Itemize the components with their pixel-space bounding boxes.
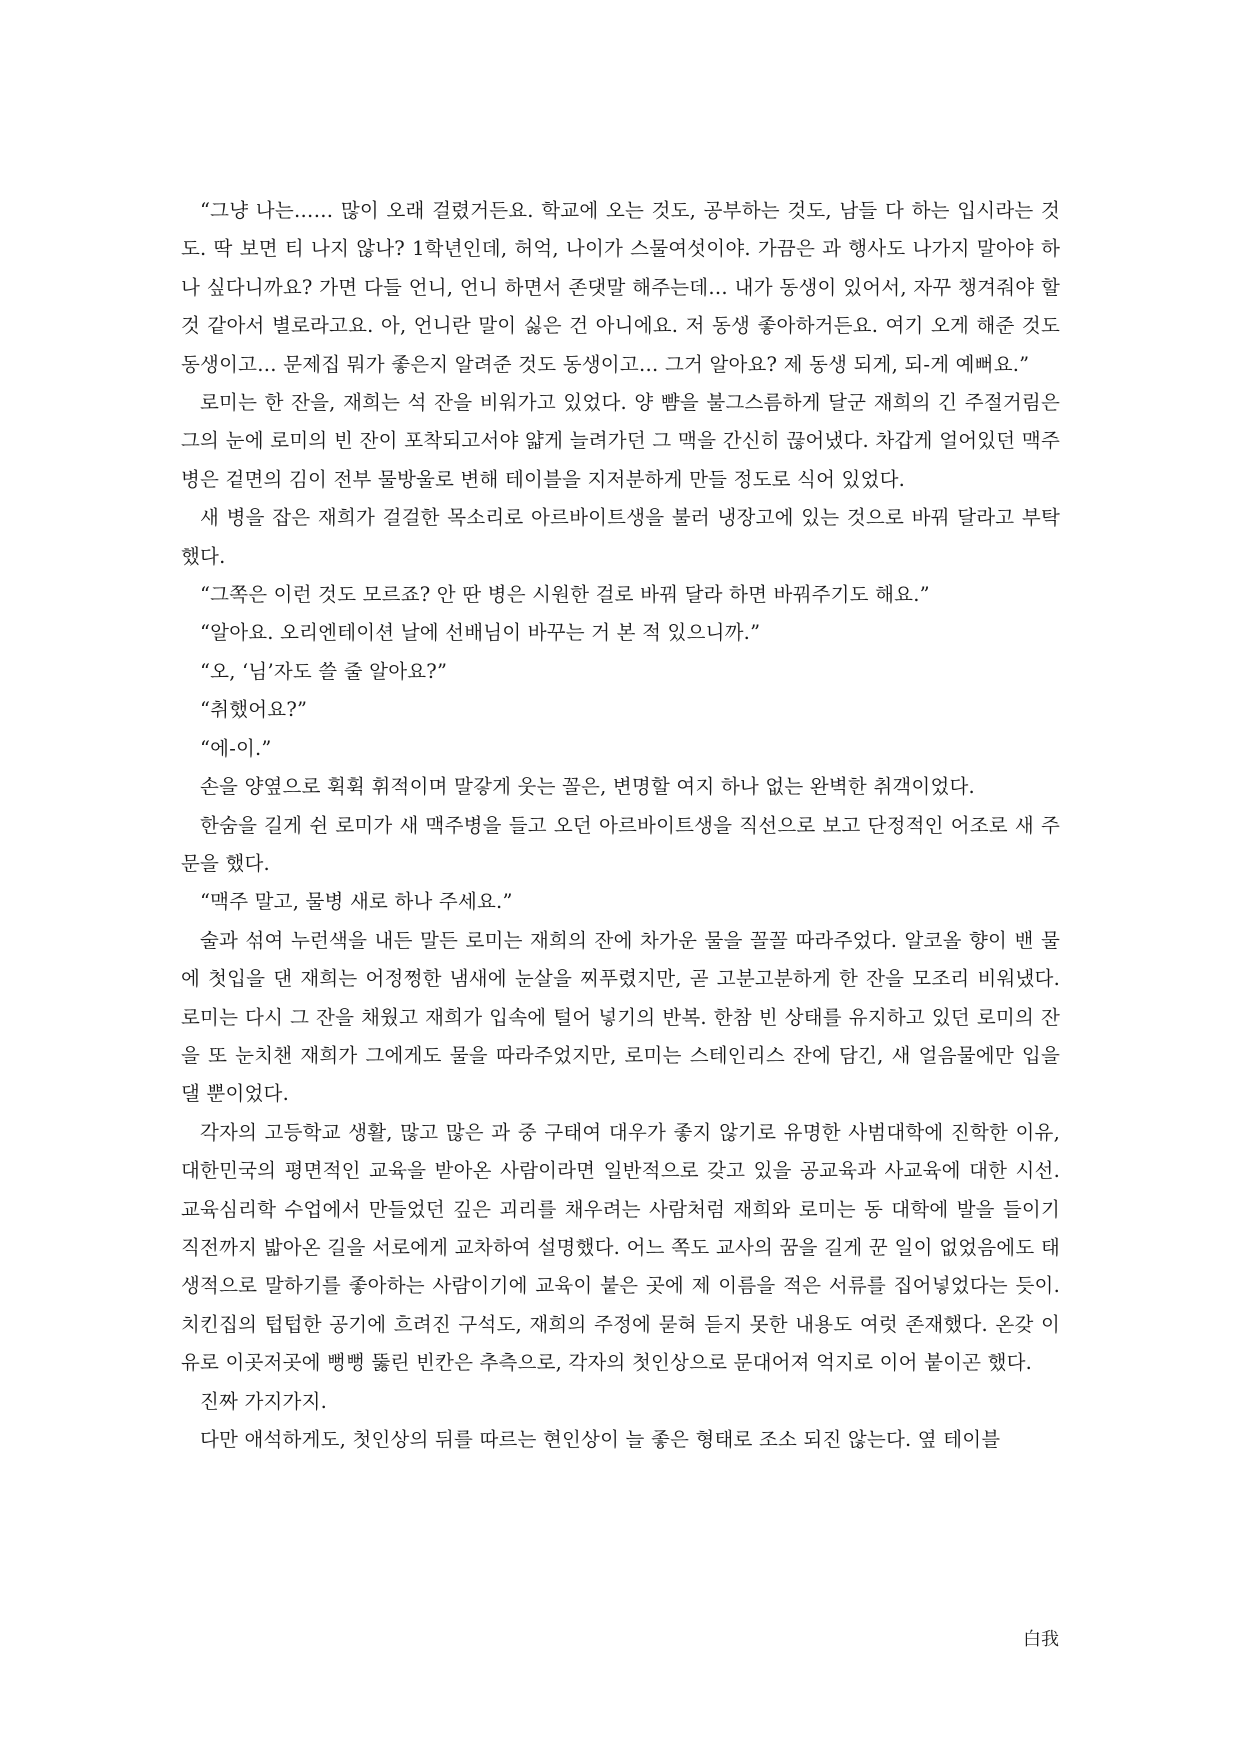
- paragraph: 술과 섞여 누런색을 내든 말든 로미는 재희의 잔에 차가운 물을 꼴꼴 따라주었다. 알코올 향이 밴 물에 첫입을 댄 재희는 어정쩡한 냄새에 눈살을 찌푸렸지만, 곧 고분고분하게 한 잔을 모조리 비워냈다. 로미는 다시 그 잔을 채웠고 재희가 입속에 털어 넣기의 반복. 한참 빈 상태를 유지하고 있던 로미의 잔을 또 눈치챈 재희가 그에게도 물을 따라주었지만, 로미는 스테인리스 잔에 담긴, 새 얼음물에만 입을 댈 뿐이었다.: [181, 928, 1060, 1106]
- paragraph: 각자의 고등학교 생활, 많고 많은 과 중 구태여 대우가 좋지 않기로 유명한 사범대학에 진학한 이유, 대한민국의 평면적인 교육을 받아온 사람이라면 일반적으로 갖고 있을 공교육과 사교육에 대한 시선. 교육심리학 수업에서 만들었던 깊은 괴리를 채우려는 사람처럼 재희와 로미는 동 대학에 발을 들이기 직전까지 밟아온 길을 서로에게 교차하여 설명했다. 어느 쪽도 교사의 꿈을 길게 꾼 일이 없었음에도 태생적으로 말하기를 좋아하는 사람이기에 교육이 붙은 곳에 제 이름을 적은 서류를 집어넣었다는 듯이. 치킨집의 텁텁한 공기에 흐려진 구석도, 재희의 주정에 묻혀 듣지 못한 내용도 여럿 존재했다. 온갖 이유로 이곳저곳에 뻥뻥 뚫린 빈칸은 추측으로, 각자의 첫인상으로 문대어져 억지로 이어 붙이곤 했다.: [181, 1120, 1060, 1375]
- paragraph: “그쪽은 이런 것도 모르죠? 안 딴 병은 시원한 걸로 바꿔 달라 하면 바꿔주기도 해요.”: [200, 583, 930, 607]
- paragraph: “오, ‘님’자도 쓸 줄 알아요?”: [200, 659, 448, 683]
- paragraph: 손을 양옆으로 휙휙 휘적이며 말갛게 웃는 꼴은, 변명할 여지 하나 없는 완벽한 취객이었다.: [200, 775, 975, 799]
- paragraph: 새 병을 잡은 재희가 걸걸한 목소리로 아르바이트생을 불러 냉장고에 있는 것으로 바꿔 달라고 부탁했다.: [181, 506, 1060, 568]
- paragraph: “맥주 말고, 물병 새로 하나 주세요.”: [200, 890, 513, 914]
- story-text: [181, 192, 1060, 1459]
- page-footer: 白我: [1023, 1629, 1059, 1650]
- paragraph: “에-이.”: [200, 736, 272, 760]
- paragraph: 다만 애석하게도, 첫인상의 뒤를 따르는 현인상이 늘 좋은 형태로 조소 되진 않는다. 옆 테이블: [200, 1428, 1001, 1451]
- paragraph: “그냥 나는…… 많이 오래 걸렸거든요. 학교에 오는 것도, 공부하는 것도, 남들 다 하는 입시라는 것도. 딱 보면 티 나지 않나? 1학년인데, 허억, 나이가 스물여섯이야. 가끔은 과 행사도 나가지 말아야 하나 싶다니까요? 가면 다들 언니, 언니 하면서 존댓말 해주는데… 내가 동생이 있어서, 자꾸 챙겨줘야 할 것 같아서 별로라고요. 아, 언니란 말이 싫은 건 아니에요. 저 동생 좋아하거든요. 여기 오게 해준 것도 동생이고… 문제집 뭐가 좋은지 알려준 것도 동생이고… 그거 알아요? 제 동생 되게, 되-게 예뻐요.”: [181, 199, 1060, 376]
- paragraph: “취했어요?”: [200, 698, 308, 722]
- paragraph: 로미는 한 잔을, 재희는 석 잔을 비워가고 있었다. 양 뺨을 불그스름하게 달군 재희의 긴 주절거림은 그의 눈에 로미의 빈 잔이 포착되고서야 얇게 늘려가던 그 맥을 간신히 끊어냈다. 차갑게 얼어있던 맥주병은 겉면의 김이 전부 물방울로 변해 테이블을 지저분하게 만들 정도로 식어 있었다.: [181, 391, 1060, 491]
- paragraph: 한숨을 길게 쉰 로미가 새 맥주병을 들고 오던 아르바이트생을 직선으로 보고 단정적인 어조로 새 주문을 했다.: [181, 813, 1060, 875]
- paragraph: 진짜 가지가지.: [200, 1389, 328, 1413]
- paragraph: “알아요. 오리엔테이션 날에 선배님이 바꾸는 거 본 적 있으니까.”: [200, 621, 761, 645]
